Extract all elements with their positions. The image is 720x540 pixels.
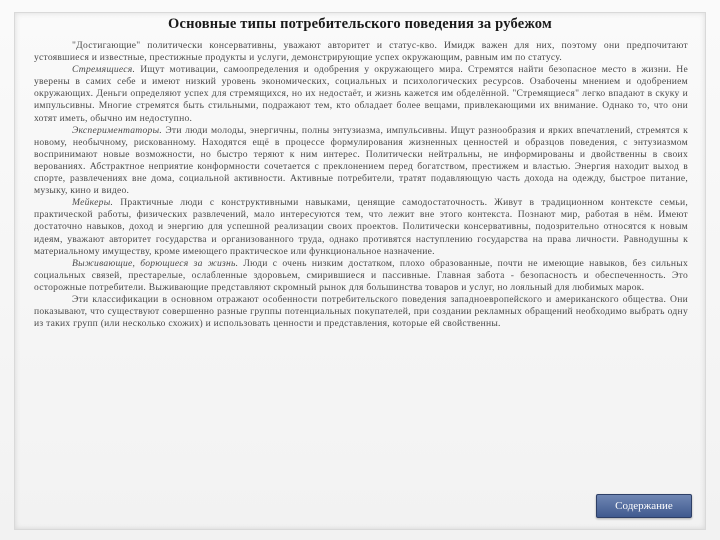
paragraph-strivers [34, 64, 688, 124]
paragraph-makers [34, 197, 688, 257]
page-title: Основные типы потребительского поведения за рубежом [167, 16, 553, 32]
paragraph-text: Эти классификации в основном отражают особенности потребительского поведения западноевропейского и американского общества. Они показывают, что существуют совершенно разные группы потенциальных покупателей, при создании рекламных обращений необходимо выбрать одну из таких групп (или несколько схожих) и использовать ценности и представления, которые ей свойственны. [34, 293, 688, 330]
paragraph-lead: Стремящиеся. [72, 64, 136, 76]
paragraph-lead: Экспериментаторы. [72, 124, 162, 136]
paragraph-experiencers [34, 125, 688, 198]
paragraph-text: Ищут мотивации, самоопределения и одобрения у окружающего мира. Стремятся найти безопасное место в жизни. Не уверены в самих себе и имеют низкий уровень экономических, социальных и психологических ресурсов. Озабочены мнением и одобрением окружающих. Деньги определяют успех для стремящихся, но их недостаёт, и жизнь кажется им обделённой. "Стремящиеся" легко впадают в скуку и импульсивны. Многие стремятся быть стильными, подражают тем, кто обладает более вещами, привлекающими их внимание. Однако то, что они хотят иметь, обычно им недоступно. [34, 64, 688, 124]
paragraph-lead: Выживающие, борющиеся за жизнь. [72, 257, 239, 269]
contents-button[interactable]: Содержание [596, 494, 692, 518]
paragraph-strugglers [34, 258, 688, 294]
paragraph-text: Эти люди молоды, энергичны, полны энтузиазма, импульсивны. Ищут разнообразия и ярких впечатлений, стремятся к новому, необычному, рискованному. Находятся ещё в процессе формулирования жизненных ценностей и образцов поведения, с энтузиазмом воспринимают новые возможности, но быстро теряют к ним интерес. Политически нейтральны, не информированы и двойственны в своих верованиях. Абстрактное неприятие конформности сочетается с преклонением перед богатством, престижем и властью. Энергия находит выход в спорте, развлечениях вне дома, социальной активности. Активные потребители, тратят подавляющую часть дохода на одежду, быстрое питание, музыку, кино и видео. [34, 124, 688, 197]
paragraph-achievers [34, 40, 688, 64]
paragraph-text: Люди с очень низким достатком, плохо образованные, почти не имеющие навыков, без сильных социальных связей, престарелые, ослабленные здоровьем, смирившиеся и пассивные. Главная забота - безопасность и обеспеченность. Это осторожные потребители. Выживающие представляют скромный рынок для большинства товаров и услуг, но лояльный для любимых марок. [34, 257, 688, 293]
paragraph-text: "Достигающие" политически консервативны, уважают авторитет и статус-кво. Имидж важен для них, поэтому они предпочитают устоявшиеся и известные, престижные продукты и услуги, демонстрирующие успех окружающим, равным им по статусу. [34, 40, 688, 64]
slide-body [34, 40, 688, 330]
paragraph-conclusion [34, 294, 688, 330]
paragraph-text: Практичные люди с конструктивными навыками, ценящие самодостаточность. Живут в традиционном контексте семьи, практической работы, физических развлечений, мало интересуются тем, что лежит вне этого контекста. Познают мир, работая в нём. Имеют достаточно навыков, доход и энергию для успешной реализации своих проектов. Политически консервативны, подозрительно относятся к новым идеям, уважают авторитет государства и организованного труда, однако противятся наступлению государства на права личности. Равнодушны к материальному имуществу, кроме имеющего практическое или функциональное назначение. [34, 197, 688, 257]
paragraph-lead: Мейкеры. [72, 197, 114, 209]
